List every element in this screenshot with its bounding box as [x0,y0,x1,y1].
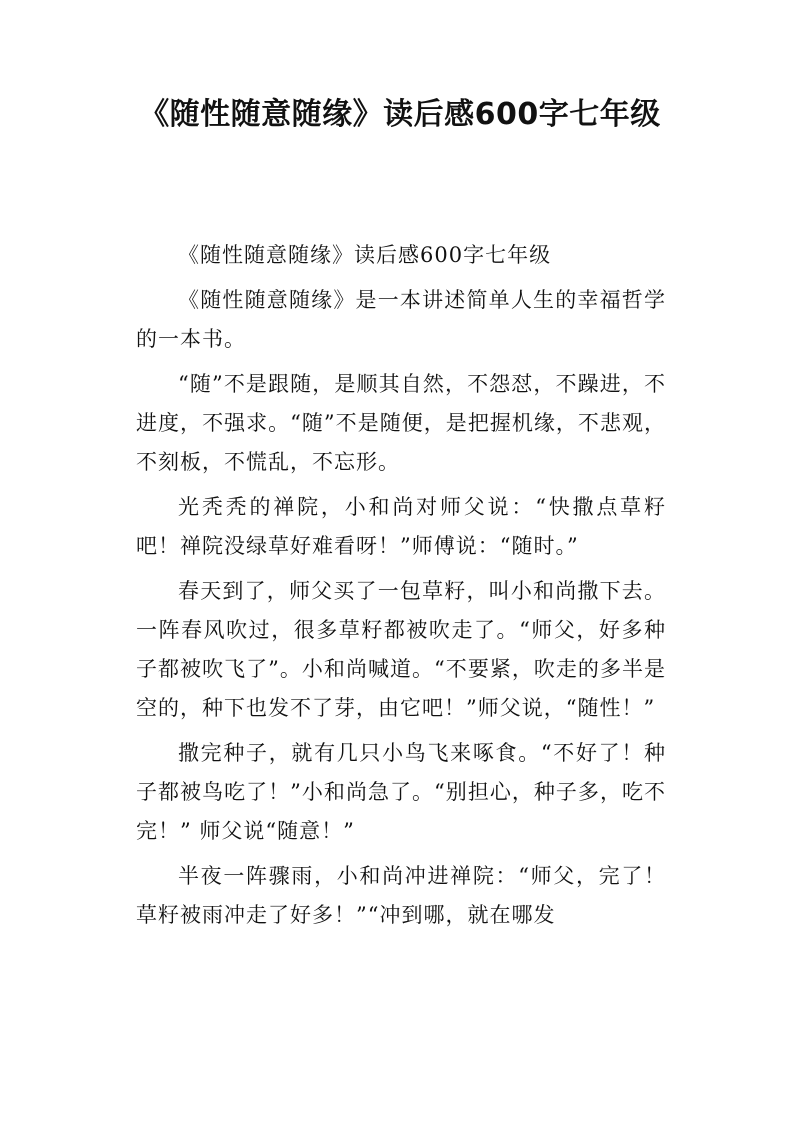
paragraph-heading-repeat: 《随性随意随缘》读后感600字七年级 [178,243,552,267]
paragraph-night-rain: 半夜一阵骤雨，小和尚冲进禅院：“师父，完了！草籽被雨冲走了好多！”“冲到哪，就在哪发 [136,864,666,927]
paragraph-meaning-of-sui: “随”不是跟随，是顺其自然，不怨怼，不躁进，不进度，不强求。“随”不是随便，是把握机缘，不悲观，不刻板，不慌乱，不忘形。 [136,372,666,474]
paragraph-birds-eating: 撒完种子，就有几只小鸟飞来啄食。“不好了！种子都被鸟吃了！”小和尚急了。“别担心，种子多，吃不完！” 师父说“随意！” [136,741,666,843]
paragraph-intro: 《随性随意随缘》是一本讲述简单人生的幸福哲学的一本书。 [136,288,666,351]
document-title: 《随性随意随缘》读后感600字七年级 [139,97,661,132]
paragraph-bare-temple: 光秃秃的禅院，小和尚对师父说：“快撒点草籽吧！禅院没绿草好难看呀！”师傅说：“随时。” [136,495,666,558]
paragraph-spring-sowing: 春天到了，师父买了一包草籽，叫小和尚撒下去。一阵春风吹过，很多草籽都被吹走了。“师父，好多种子都被吹飞了”。小和尚喊道。“不要紧，吹走的多半是空的，种下也发不了芽，由它吧！”师父说，“随性！” [136,579,666,720]
document-body [136,236,666,941]
